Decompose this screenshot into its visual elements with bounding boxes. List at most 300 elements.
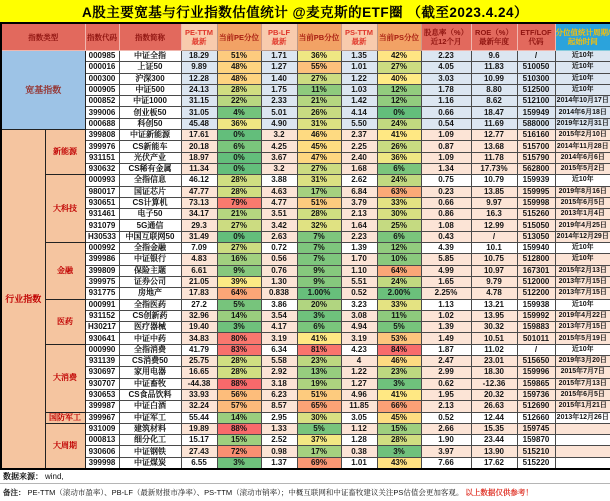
remark-text: PE-TTM（滚动市盈率）、PB-LF（最新财报市净率）、PS-TTM（滚动市销率）；中概互联网和中证畜牧建议关注PS估值会更加客观。 — [27, 487, 464, 497]
cell-ps-percentile: 24% — [377, 276, 421, 287]
cell-pb: 2.33 — [261, 96, 297, 107]
cell-pe: 34.17 — [181, 209, 217, 220]
index-row — [1, 288, 610, 299]
cell-pb-percentile: 3% — [297, 310, 341, 321]
index-row — [1, 73, 610, 84]
cell-pe: 15.17 — [181, 435, 217, 446]
cell-dividend-yield: 3.97 — [421, 446, 471, 457]
cell-pb: 3.54 — [261, 310, 297, 321]
cell-ps-percentile: 40% — [377, 73, 421, 84]
cell-pb: 1.71 — [261, 51, 297, 62]
cell-pe-percentile: 88% — [217, 423, 261, 434]
cell-etf-code: 159938 — [517, 299, 555, 310]
cell-pb: 0.72 — [261, 243, 297, 254]
cell-ps: 1.35 — [341, 51, 377, 62]
cell-index-code: 930653 — [85, 389, 119, 400]
cell-pb-percentile: 20% — [297, 299, 341, 310]
cell-pe: 25.75 — [181, 356, 217, 367]
cell-roe: 12.99 — [471, 220, 517, 231]
cell-index-code: 399975 — [85, 276, 119, 287]
index-row — [1, 333, 610, 344]
cell-pb-percentile: 37% — [297, 435, 341, 446]
cell-pe: 18.29 — [181, 51, 217, 62]
cell-index-name: 家用电器 — [119, 367, 181, 378]
cell-period: 2015年1月21日 — [555, 401, 610, 412]
cell-ps-percentile: 15% — [377, 423, 421, 434]
cell-dividend-yield: 1.34 — [421, 163, 471, 174]
cell-pe: 17.61 — [181, 130, 217, 141]
cell-roe: 13.21 — [471, 299, 517, 310]
cell-roe: 13.95 — [471, 310, 517, 321]
index-row — [1, 412, 610, 423]
cell-index-code: 399998 — [85, 457, 119, 469]
cell-roe: / — [471, 231, 517, 242]
cell-roe: 30.32 — [471, 322, 517, 333]
cell-etf-code: 159939 — [517, 175, 555, 186]
index-row — [1, 344, 610, 355]
index-row — [1, 446, 610, 457]
index-row — [1, 243, 610, 254]
cell-index-name: 全指医药 — [119, 299, 181, 310]
cell-dividend-yield: 7.66 — [421, 457, 471, 469]
cell-index-code: 000985 — [85, 51, 119, 62]
section-label-industry: 行业指数 — [1, 130, 45, 469]
cell-ps-percentile: 63% — [377, 186, 421, 197]
cell-etf-code: / — [517, 344, 555, 355]
cell-ps: 4.14 — [341, 107, 377, 118]
cell-index-code: 399006 — [85, 107, 119, 118]
cell-pe-percentile: 28% — [217, 175, 261, 186]
cell-period: 2013年7月15日 — [555, 288, 610, 299]
cell-period: 近10年 — [555, 84, 610, 95]
cell-ps: 1.12 — [341, 423, 377, 434]
cell-ps: 1.27 — [341, 378, 377, 389]
cell-dividend-yield: 0.52 — [421, 412, 471, 423]
cell-etf-code: / — [517, 51, 555, 62]
cell-pe-percentile: 80% — [217, 333, 261, 344]
cell-pe: 31.05 — [181, 107, 217, 118]
cell-roe: 18.30 — [471, 367, 517, 378]
cell-period — [555, 435, 610, 446]
index-row — [1, 186, 610, 197]
cell-ps: 3.19 — [341, 333, 377, 344]
index-row — [1, 220, 610, 231]
cell-pb: 4.25 — [261, 141, 297, 152]
cell-index-code: 399808 — [85, 130, 119, 141]
index-row — [1, 107, 610, 118]
cell-pe-percentile: 88% — [217, 378, 261, 389]
column-header-roe: ROE（%） 最新年度 — [471, 23, 517, 51]
cell-etf-code: 512000 — [517, 276, 555, 287]
cell-ps: 2.23 — [341, 231, 377, 242]
cell-pe-percentile: 0% — [217, 231, 261, 242]
cell-period: 近10年 — [555, 51, 610, 62]
cell-etf-code: 159883 — [517, 322, 555, 333]
cell-dividend-yield: 1.13 — [421, 299, 471, 310]
cell-pb: 3.18 — [261, 378, 297, 389]
cell-index-code: 399809 — [85, 265, 119, 276]
cell-pb-percentile: 1.00% — [297, 288, 341, 299]
cell-pb: 1.37 — [261, 457, 297, 469]
cell-ps: 0.52 — [341, 288, 377, 299]
cell-pe: 24.13 — [181, 84, 217, 95]
cell-pe-percentile: 16% — [217, 254, 261, 265]
cell-roe: 12.44 — [471, 412, 517, 423]
cell-roe: 23.01 — [471, 356, 517, 367]
cell-ps: 5.51 — [341, 276, 377, 287]
cell-index-code: 000688 — [85, 118, 119, 129]
cell-ps-percentile: 12% — [377, 84, 421, 95]
cell-ps-percentile: 10% — [377, 254, 421, 265]
valuation-table — [0, 22, 610, 470]
cell-etf-code: 159940 — [517, 243, 555, 254]
cell-pe-percentile: 0% — [217, 152, 261, 163]
cell-roe: 10.1 — [471, 243, 517, 254]
cell-ps: 2.13 — [341, 209, 377, 220]
cell-ps: 2.37 — [341, 130, 377, 141]
cell-ps: 4.23 — [341, 344, 377, 355]
cell-roe: 13.90 — [471, 446, 517, 457]
cell-dividend-yield: 3.03 — [421, 73, 471, 84]
cell-etf-code: 501011 — [517, 333, 555, 344]
cell-dividend-yield: 2.66 — [421, 423, 471, 434]
cell-dividend-yield: 2.23 — [421, 51, 471, 62]
cell-dividend-yield: 1.09 — [421, 152, 471, 163]
cell-pb: 4.17 — [261, 322, 297, 333]
cell-roe: 11.02 — [471, 344, 517, 355]
cell-pb-percentile: 30% — [297, 412, 341, 423]
cell-pb-percentile: 51% — [297, 197, 341, 208]
cell-etf-code: 515050 — [517, 220, 555, 231]
cell-ps-percentile: 33% — [377, 299, 421, 310]
column-header-index-type: 指数类型 — [1, 23, 85, 51]
cell-ps-percentile: 12% — [377, 96, 421, 107]
cell-index-name: 中证军工 — [119, 412, 181, 423]
cell-ps: 1.64 — [341, 220, 377, 231]
cell-index-name: 中国互联网50 — [119, 231, 181, 242]
cell-ps: 1.01 — [341, 62, 377, 73]
cell-pe: 11.34 — [181, 163, 217, 174]
cell-pe-percentile: 56% — [217, 389, 261, 400]
cell-etf-code: 159736 — [517, 389, 555, 400]
cell-dividend-yield: 2.13 — [421, 401, 471, 412]
cell-period: 2015年5月19日 — [555, 333, 610, 344]
cell-ps-percentile: 64% — [377, 265, 421, 276]
cell-pe: 19.40 — [181, 322, 217, 333]
cell-dividend-yield: 1.08 — [421, 220, 471, 231]
cell-index-name: 细分化工 — [119, 435, 181, 446]
cell-ps-percentile: 43% — [377, 457, 421, 469]
cell-index-name: 上证50 — [119, 62, 181, 73]
disclaimer-text: 以上数据仅供参考！ — [465, 487, 533, 497]
cell-pb-percentile: 9% — [297, 276, 341, 287]
cell-pe: 32.24 — [181, 401, 217, 412]
data-source-label: 数据来源： — [3, 471, 43, 481]
cell-pe: 7.09 — [181, 243, 217, 254]
cell-roe: 12.77 — [471, 130, 517, 141]
cell-pe-percentile: 6% — [217, 141, 261, 152]
cell-ps-percentile: 36% — [377, 152, 421, 163]
cell-dividend-yield: 5.85 — [421, 254, 471, 265]
cell-ps: 1.03 — [341, 84, 377, 95]
cell-ps: 0.38 — [341, 446, 377, 457]
cell-pe-percentile: 83% — [217, 344, 261, 355]
remark-label: 备注： — [3, 487, 26, 497]
cell-etf-code: 159870 — [517, 435, 555, 446]
cell-pb-percentile: 69% — [297, 457, 341, 469]
cell-pe-percentile: 28% — [217, 356, 261, 367]
cell-etf-code: 516160 — [517, 130, 555, 141]
cell-pb-percentile: 23% — [297, 356, 341, 367]
cell-ps: 1.42 — [341, 96, 377, 107]
cell-roe: 10.99 — [471, 73, 517, 84]
cell-etf-code: 512800 — [517, 254, 555, 265]
cell-ps: 1.22 — [341, 73, 377, 84]
cell-pe: 31.15 — [181, 96, 217, 107]
index-row — [1, 276, 610, 287]
cell-dividend-yield: 1.95 — [421, 389, 471, 400]
cell-period: 近10年 — [555, 254, 610, 265]
cell-pb-percentile: 7% — [297, 254, 341, 265]
cell-ps: 6.84 — [341, 186, 377, 197]
cell-pb: 0.56 — [261, 254, 297, 265]
table-footer — [0, 470, 610, 501]
cell-pb-percentile: 11% — [297, 84, 341, 95]
cell-pe: 18.97 — [181, 152, 217, 163]
cell-ps-percentile: 46% — [377, 356, 421, 367]
cell-ps: 1.68 — [341, 163, 377, 174]
index-row — [1, 310, 610, 321]
cell-ps-percentile: 66% — [377, 401, 421, 412]
cell-index-code: 931009 — [85, 423, 119, 434]
cell-etf-code: 510300 — [517, 73, 555, 84]
cell-pe-percentile: 27% — [217, 220, 261, 231]
cell-index-name: 中证新能源 — [119, 130, 181, 141]
cell-pb: 0.76 — [261, 265, 297, 276]
index-row — [1, 356, 610, 367]
cell-period: 2015年2月10日 — [555, 130, 610, 141]
cell-pb: 5.01 — [261, 107, 297, 118]
cell-ps-percentile: 26% — [377, 141, 421, 152]
cell-pb: 3.51 — [261, 209, 297, 220]
cell-index-name: 国证芯片 — [119, 186, 181, 197]
index-row — [1, 130, 610, 141]
cell-ps-percentile: 45% — [377, 412, 421, 423]
cell-pb: 3.2 — [261, 130, 297, 141]
cell-roe: 9.79 — [471, 276, 517, 287]
cell-pe-percentile: 79% — [217, 197, 261, 208]
cell-roe: 17.62 — [471, 457, 517, 469]
cell-pe-percentile: 27% — [217, 243, 261, 254]
cell-etf-code: 159992 — [517, 310, 555, 321]
cell-index-name: 中证中药 — [119, 333, 181, 344]
cell-ps: 1.10 — [341, 265, 377, 276]
cell-pe: 27.43 — [181, 446, 217, 457]
cell-pb: 2.63 — [261, 231, 297, 242]
cell-period: 2015年5月2日 — [555, 163, 610, 174]
cell-ps-percentile: 41% — [377, 130, 421, 141]
cell-pe-percentile: 48% — [217, 62, 261, 73]
cell-pe: 73.13 — [181, 197, 217, 208]
cell-pe: 34.83 — [181, 333, 217, 344]
cell-dividend-yield: 0.86 — [421, 209, 471, 220]
cell-pe-percentile: 28% — [217, 367, 261, 378]
cell-pe-percentile: 4% — [217, 107, 261, 118]
cell-pb: 2.92 — [261, 367, 297, 378]
cell-pb: 5.58 — [261, 356, 297, 367]
cell-ps: 4 — [341, 356, 377, 367]
cell-ps: 11.85 — [341, 401, 377, 412]
cell-etf-code: 588000 — [517, 118, 555, 129]
cell-etf-code: 159996 — [517, 367, 555, 378]
cell-ps-percentile: 23% — [377, 367, 421, 378]
cell-index-code: 930632 — [85, 163, 119, 174]
cell-index-code: 930606 — [85, 446, 119, 457]
cell-index-name: 保险主题 — [119, 265, 181, 276]
cell-ps: 2.25 — [341, 141, 377, 152]
cell-etf-code: 159745 — [517, 423, 555, 434]
cell-index-code: H30533 — [85, 231, 119, 242]
index-row — [1, 175, 610, 186]
cell-pe: 29.3 — [181, 220, 217, 231]
index-row — [1, 389, 610, 400]
cell-index-name: 电子50 — [119, 209, 181, 220]
cell-pb-percentile: 32% — [297, 220, 341, 231]
cell-ps-percentile: 53% — [377, 333, 421, 344]
column-header-pb-percentile: 当前PB分位 — [297, 23, 341, 51]
index-row — [1, 152, 610, 163]
cell-index-name: 中证畜牧 — [119, 378, 181, 389]
cell-index-name: 医疗器械 — [119, 322, 181, 333]
cell-ps-percentile: 41% — [377, 389, 421, 400]
index-row — [1, 299, 610, 310]
cell-pe: 21.05 — [181, 276, 217, 287]
subsection-label: 新能源 — [45, 130, 85, 175]
cell-ps-percentile: 33% — [377, 197, 421, 208]
cell-index-code: 931152 — [85, 310, 119, 321]
cell-pb: 3.88 — [261, 175, 297, 186]
cell-pb: 0.98 — [261, 446, 297, 457]
cell-pb-percentile: 27% — [297, 163, 341, 174]
cell-pe: 20.18 — [181, 141, 217, 152]
cell-etf-code: 515700 — [517, 141, 555, 152]
cell-pb: 1.30 — [261, 276, 297, 287]
cell-index-code: 000993 — [85, 175, 119, 186]
cell-pe-percentile: 22% — [217, 96, 261, 107]
cell-pe-percentile: 36% — [217, 118, 261, 129]
cell-pe: 47.77 — [181, 186, 217, 197]
cell-pe-percentile: 51% — [217, 51, 261, 62]
cell-pe: 33.93 — [181, 389, 217, 400]
cell-pb-percentile: 7% — [297, 243, 341, 254]
cell-index-code: 000992 — [85, 243, 119, 254]
cell-index-name: 创业板50 — [119, 107, 181, 118]
cell-etf-code: 512690 — [517, 401, 555, 412]
index-row — [1, 457, 610, 469]
cell-etf-code: 515790 — [517, 152, 555, 163]
remarks-note — [0, 484, 610, 501]
cell-period — [555, 457, 610, 469]
cell-period: 2015年7月13日 — [555, 378, 610, 389]
cell-index-name: 全指消费 — [119, 344, 181, 355]
cell-pe-percentile: 9% — [217, 265, 261, 276]
cell-pe-percentile: 64% — [217, 288, 261, 299]
index-row — [1, 84, 610, 95]
cell-roe: -12.36 — [471, 378, 517, 389]
cell-roe: 10.51 — [471, 333, 517, 344]
cell-pe-percentile: 21% — [217, 209, 261, 220]
cell-pe-percentile: 72% — [217, 446, 261, 457]
cell-period: 2015年7月7日 — [555, 367, 610, 378]
cell-index-code: 930697 — [85, 367, 119, 378]
cell-pe-percentile: 48% — [217, 73, 261, 84]
subsection-label: 金融 — [45, 243, 85, 299]
cell-dividend-yield: 4.39 — [421, 243, 471, 254]
cell-pb-percentile: 31% — [297, 118, 341, 129]
cell-index-code: 000016 — [85, 62, 119, 73]
cell-dividend-yield: 1.49 — [421, 333, 471, 344]
cell-pb: 3.19 — [261, 333, 297, 344]
cell-ps: 3.79 — [341, 197, 377, 208]
cell-pe: 4.83 — [181, 254, 217, 265]
cell-pb-percentile: 47% — [297, 152, 341, 163]
cell-dividend-yield: 2.25% — [421, 288, 471, 299]
cell-index-name: 全指信息 — [119, 175, 181, 186]
cell-ps-percentile: 42% — [377, 51, 421, 62]
cell-roe: 26.63 — [471, 401, 517, 412]
column-header-pe-percentile: 当前PE分位 — [217, 23, 261, 51]
cell-period: 近10年 — [555, 243, 610, 254]
cell-pe-percentile: 57% — [217, 401, 261, 412]
cell-dividend-yield: 0.66 — [421, 197, 471, 208]
cell-pb-percentile: 55% — [297, 62, 341, 73]
cell-ps: 3.23 — [341, 299, 377, 310]
subsection-label: 国防军工 — [45, 412, 85, 423]
cell-dividend-yield: 4.05 — [421, 62, 471, 73]
cell-pb-percentile: 27% — [297, 73, 341, 84]
cell-roe: 11.69 — [471, 118, 517, 129]
cell-pb: 6.23 — [261, 389, 297, 400]
data-source-value: wind, — [45, 471, 64, 481]
cell-pb: 8.57 — [261, 401, 297, 412]
cell-pe-percentile: 3% — [217, 322, 261, 333]
cell-ps-percentile: 11% — [377, 310, 421, 321]
cell-dividend-yield: 4.99 — [421, 265, 471, 276]
cell-period: 2019年3月20日 — [555, 356, 610, 367]
cell-period: 2019年8月16日 — [555, 186, 610, 197]
cell-index-code: 000813 — [85, 435, 119, 446]
cell-etf-code: 159995 — [517, 186, 555, 197]
column-header-pb-lf: PB-LF 最新 — [261, 23, 297, 51]
cell-pe-percentile: 0% — [217, 130, 261, 141]
cell-dividend-yield: 0.54 — [421, 118, 471, 129]
cell-index-code: 931461 — [85, 209, 119, 220]
cell-ps: 1.39 — [341, 243, 377, 254]
cell-index-code: 399967 — [85, 412, 119, 423]
cell-ps: 4.94 — [341, 322, 377, 333]
cell-roe: 10.97 — [471, 265, 517, 276]
cell-period: 2013年1月4日 — [555, 209, 610, 220]
cell-index-name: 中证全指 — [119, 51, 181, 62]
column-header-index-code: 指数代码 — [85, 23, 119, 51]
cell-pb-percentile: 45% — [297, 141, 341, 152]
cell-ps: 3.05 — [341, 412, 377, 423]
index-row — [1, 254, 610, 265]
cell-etf-code: 513050 — [517, 231, 555, 242]
cell-index-name: 建筑材料 — [119, 423, 181, 434]
cell-period: 2015年2月13日 — [555, 265, 610, 276]
cell-pb-percentile: 9% — [297, 265, 341, 276]
